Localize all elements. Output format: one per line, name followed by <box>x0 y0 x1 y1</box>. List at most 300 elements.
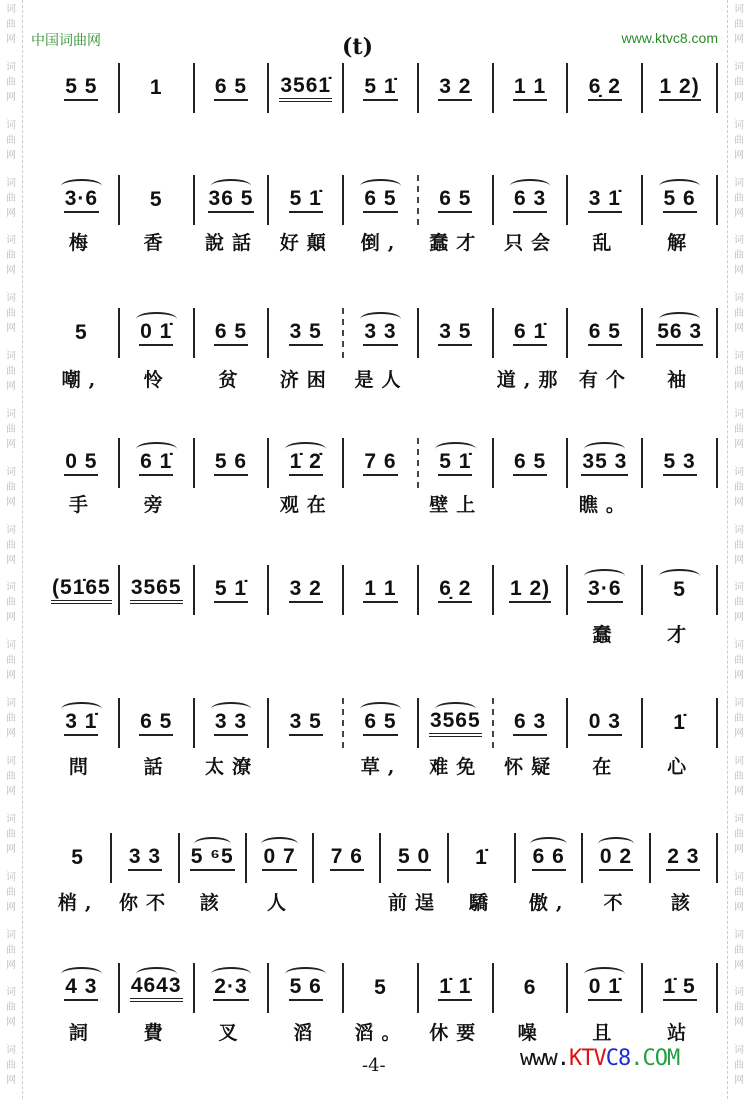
watermark-char: 词 <box>734 61 744 73</box>
notes: 35 3 <box>581 451 628 476</box>
notes: 6 5 <box>214 76 248 101</box>
watermark-char: 词 <box>6 698 16 710</box>
measure <box>643 438 718 488</box>
lyric: 話 <box>143 756 171 778</box>
watermark-char: 曲 <box>734 308 744 320</box>
notes: 5 ⁶5 <box>190 846 235 871</box>
lyric <box>195 620 270 650</box>
watermark-char: 曲 <box>6 828 16 840</box>
measure <box>314 833 381 883</box>
measure <box>568 175 643 225</box>
staff-row <box>45 438 718 488</box>
logo-part: .COM <box>630 1046 680 1071</box>
lyric: 你不 <box>118 892 173 914</box>
watermark-char: 曲 <box>6 944 16 956</box>
lyric: 叉 <box>218 1022 246 1044</box>
notes: 5 <box>374 975 387 999</box>
lyric: 怜 <box>143 369 171 391</box>
measure <box>344 308 419 358</box>
lyric: 乱 <box>592 232 620 254</box>
notes: 5 1̇ <box>214 578 248 603</box>
watermark-char: 曲 <box>6 19 16 30</box>
measure <box>344 438 419 488</box>
watermark-group <box>6 116 16 174</box>
measure <box>651 833 718 883</box>
watermark-char: 词 <box>734 640 744 652</box>
measure <box>449 833 516 883</box>
measure <box>419 175 494 225</box>
lyric: 蠢 <box>592 624 620 646</box>
slur-mark <box>360 179 401 193</box>
watermark-char: 词 <box>734 351 744 363</box>
measure <box>419 438 494 488</box>
logo-part: KTV <box>568 1046 606 1071</box>
watermark-char: 曲 <box>734 76 744 88</box>
measure <box>419 698 494 748</box>
watermark-char: 网 <box>734 265 744 277</box>
watermark-char: 网 <box>734 1017 744 1029</box>
lyrics-row <box>45 228 718 258</box>
watermark-group <box>734 636 744 694</box>
watermark-char: 词 <box>6 466 16 478</box>
staff-row <box>45 698 718 748</box>
lyric: 問 <box>68 756 96 778</box>
notes: 1 1 <box>363 578 397 603</box>
lyric: 袖 <box>667 369 695 391</box>
measure <box>269 438 344 488</box>
measure <box>568 308 643 358</box>
notes: 5 0 <box>397 846 431 871</box>
lyric: 贫 <box>218 369 246 391</box>
staff-row <box>45 833 718 883</box>
watermark-group <box>6 231 16 289</box>
watermark-char: 网 <box>6 149 16 161</box>
lyric: 站 <box>667 1022 695 1044</box>
watermark-char: 网 <box>734 959 744 971</box>
lyric <box>45 620 120 650</box>
watermark-char: 曲 <box>6 250 16 262</box>
watermark-char: 曲 <box>6 539 16 551</box>
watermark-char: 网 <box>6 843 16 855</box>
notes: 5 1̇ <box>363 76 397 101</box>
lyric: 难免 <box>429 756 484 778</box>
measure <box>45 833 112 883</box>
watermark-char: 网 <box>734 901 744 913</box>
lyric <box>643 490 718 520</box>
staff-row <box>45 963 718 1013</box>
lyric: 是人 <box>354 369 409 391</box>
watermark-char: 网 <box>734 438 744 450</box>
measure <box>45 175 120 225</box>
watermark-group <box>6 926 16 984</box>
watermark-char: 网 <box>734 149 744 161</box>
notes: 3 3 <box>363 321 397 346</box>
watermark-char: 曲 <box>6 886 16 898</box>
watermark-group <box>734 810 744 868</box>
lyric: 噪 <box>517 1022 545 1044</box>
ktvc8-logo <box>520 1046 679 1071</box>
watermark-char: 网 <box>6 34 16 45</box>
watermark-char: 词 <box>6 1045 16 1057</box>
watermark-group <box>6 0 16 58</box>
notes: 1 1 <box>513 76 547 101</box>
measure <box>643 698 718 748</box>
watermark-group <box>6 694 16 752</box>
watermark-char: 曲 <box>734 1002 744 1014</box>
notes: 1̇ <box>475 845 488 869</box>
watermark-group <box>6 868 16 926</box>
notes: 5 <box>149 187 163 211</box>
lyric: 怀疑 <box>504 756 559 778</box>
lyric <box>494 490 569 520</box>
lyrics-row <box>45 620 718 650</box>
lyrics-row <box>45 888 718 918</box>
watermark-char: 词 <box>6 813 16 825</box>
lyric: 不 <box>603 892 631 914</box>
lyric <box>314 888 381 918</box>
measure <box>494 963 569 1013</box>
watermark-char: 网 <box>6 381 16 393</box>
lyric: 滔。 <box>354 1022 409 1044</box>
slur-mark <box>136 967 177 981</box>
watermark-char: 网 <box>6 496 16 508</box>
watermark-char: 曲 <box>734 713 744 725</box>
lyric: 解 <box>667 232 695 254</box>
watermark-char: 网 <box>6 785 16 797</box>
watermark-char: 词 <box>734 1045 744 1057</box>
watermark-char: 网 <box>6 901 16 913</box>
site-name[interactable]: 中国词曲网 <box>31 32 101 48</box>
slur-mark <box>285 442 326 456</box>
notes: 6̣ 2 <box>438 578 472 603</box>
measure <box>120 175 195 225</box>
watermark-char: 网 <box>6 728 16 740</box>
lyric: 梅 <box>68 232 96 254</box>
watermark-char: 网 <box>734 612 744 624</box>
notes: 5 <box>71 845 84 869</box>
watermark-char: 词 <box>6 408 16 420</box>
notes: 3 2 <box>438 76 472 101</box>
watermark-char: 词 <box>6 987 16 999</box>
lyric: 好顛 <box>279 232 334 254</box>
notes: 6 5 <box>214 321 248 346</box>
measure <box>120 308 195 358</box>
watermark-char: 词 <box>734 4 744 15</box>
notes: 6 5 <box>139 711 173 736</box>
watermark-char: 词 <box>734 408 744 420</box>
notes: 3·6 <box>64 188 99 213</box>
watermark-char: 网 <box>734 496 744 508</box>
lyrics-row <box>45 1018 718 1048</box>
watermark-column-right <box>727 0 750 1099</box>
watermark-char: 曲 <box>6 770 16 782</box>
lyric: 瞧。 <box>578 494 633 516</box>
lyric: 济困 <box>279 369 334 391</box>
watermark-char: 词 <box>734 119 744 131</box>
measure <box>195 175 270 225</box>
watermark-char: 曲 <box>734 19 744 30</box>
measure <box>381 833 448 883</box>
measure <box>344 698 419 748</box>
slur-mark <box>584 569 625 583</box>
measure <box>494 698 569 748</box>
lyric <box>120 620 195 650</box>
notes: 6 6 <box>532 846 566 871</box>
notes: 6̣ 2 <box>588 76 622 101</box>
measure <box>568 698 643 748</box>
measure <box>112 833 179 883</box>
notes: 6 3 <box>513 188 547 213</box>
watermark-char: 曲 <box>6 308 16 320</box>
lyric: 梢, <box>57 892 100 914</box>
section-mark: (t) <box>342 34 373 60</box>
notes: 3 3 <box>128 846 162 871</box>
measure <box>516 833 583 883</box>
notes: 5 6 <box>289 976 323 1001</box>
lyric: 旁 <box>143 494 171 516</box>
watermark-group <box>734 58 744 116</box>
watermark-char: 网 <box>6 612 16 624</box>
watermark-group <box>6 578 16 636</box>
watermark-char: 词 <box>734 524 744 536</box>
notes: 0 1̇ <box>139 321 173 346</box>
slur-mark <box>194 837 231 851</box>
notes: 0 5 <box>64 451 98 476</box>
lyric <box>419 620 494 650</box>
watermark-char: 曲 <box>734 828 744 840</box>
watermark-column-left <box>0 0 23 1099</box>
watermark-char: 词 <box>6 293 16 305</box>
notes: 0 2 <box>599 846 633 871</box>
slur-mark <box>510 179 551 193</box>
lyric: 該 <box>199 892 227 914</box>
watermark-char: 网 <box>734 323 744 335</box>
watermark-group <box>734 116 744 174</box>
watermark-char: 词 <box>734 177 744 189</box>
notes: 3561̇ <box>279 75 332 102</box>
slur-mark <box>211 702 252 716</box>
logo-part: www. <box>520 1046 569 1071</box>
measure <box>120 963 195 1013</box>
measure <box>494 63 569 113</box>
lyric: 有个 <box>578 369 633 391</box>
watermark-char: 网 <box>6 1075 16 1087</box>
watermark-char: 词 <box>6 640 16 652</box>
watermark-group <box>734 174 744 232</box>
watermark-group <box>6 174 16 232</box>
notes: 36 5 <box>208 188 255 213</box>
watermark-group <box>734 578 744 636</box>
measure <box>269 565 344 615</box>
slur-mark <box>61 702 102 716</box>
watermark-char: 曲 <box>6 76 16 88</box>
lyric: 休要 <box>429 1022 484 1044</box>
lyric: 費 <box>143 1022 171 1044</box>
page-number: -4- <box>362 1055 386 1076</box>
slur-mark <box>360 312 401 326</box>
watermark-char: 词 <box>6 177 16 189</box>
watermark-char: 网 <box>6 959 16 971</box>
notes: 6 5 <box>363 711 397 736</box>
measure <box>45 698 120 748</box>
measure <box>247 833 314 883</box>
watermark-group <box>734 752 744 810</box>
slur-mark <box>136 312 177 326</box>
notes: 3 3 <box>214 711 248 736</box>
notes: 3 1̇ <box>588 188 622 213</box>
notes: 7 6 <box>330 846 364 871</box>
notes: 5 1̇ <box>438 451 472 476</box>
watermark-char: 网 <box>734 381 744 393</box>
notes: 5 <box>673 577 686 601</box>
lyric: 手 <box>68 494 96 516</box>
notes: 2·3 <box>213 976 248 1001</box>
watermark-group <box>734 0 744 58</box>
watermark-char: 网 <box>6 323 16 335</box>
notes: 5 1̇ <box>289 188 323 213</box>
lyrics-row <box>45 490 718 520</box>
notes: 3 5 <box>438 321 472 346</box>
watermark-char: 网 <box>734 207 744 219</box>
notes: 0 1̇ <box>588 976 622 1001</box>
measure <box>195 565 270 615</box>
watermark-char: 词 <box>6 235 16 247</box>
notes: 3565 <box>429 710 482 737</box>
notes: 3·6 <box>587 578 622 603</box>
notes: 5 6 <box>214 451 248 476</box>
watermark-char: 网 <box>734 34 744 45</box>
notes: 6 1̇ <box>139 451 173 476</box>
measure <box>269 308 344 358</box>
measure <box>45 438 120 488</box>
watermark-char: 词 <box>734 813 744 825</box>
watermark-char: 曲 <box>6 597 16 609</box>
lyric: 道,那 <box>496 369 566 391</box>
measure <box>643 175 718 225</box>
watermark-char: 曲 <box>6 481 16 493</box>
lyric: 滔 <box>293 1022 321 1044</box>
watermark-char: 词 <box>734 293 744 305</box>
staff-row <box>45 63 718 113</box>
watermark-char: 网 <box>6 670 16 682</box>
watermark-char: 曲 <box>734 886 744 898</box>
lyric <box>269 620 344 650</box>
notes: 5 6 <box>663 188 697 213</box>
watermark-char: 网 <box>734 670 744 682</box>
watermark-group <box>6 1041 16 1099</box>
watermark-char: 网 <box>734 1075 744 1087</box>
watermark-char: 曲 <box>734 250 744 262</box>
watermark-char: 词 <box>6 351 16 363</box>
measure <box>344 175 419 225</box>
watermark-char: 曲 <box>6 134 16 146</box>
lyrics-row <box>45 365 718 395</box>
lyric: 在 <box>592 756 620 778</box>
watermark-char: 曲 <box>734 1060 744 1072</box>
slur-mark <box>61 179 102 193</box>
lyric <box>494 620 569 650</box>
watermark-char: 词 <box>734 987 744 999</box>
notes: 1 2) <box>509 578 551 603</box>
lyric: 观在 <box>279 494 334 516</box>
logo-part: C8 <box>605 1046 631 1071</box>
measure <box>568 438 643 488</box>
notes: 6 5 <box>588 321 622 346</box>
watermark-group <box>734 983 744 1041</box>
measure <box>269 63 344 113</box>
measure <box>45 63 120 113</box>
measure <box>643 308 718 358</box>
notes: 0 3 <box>588 711 622 736</box>
slur-mark <box>584 967 625 981</box>
measure <box>120 698 195 748</box>
watermark-char: 网 <box>734 728 744 740</box>
measure <box>568 63 643 113</box>
measure <box>195 63 270 113</box>
measure <box>195 698 270 748</box>
slur-mark <box>136 442 177 456</box>
measure <box>419 308 494 358</box>
measure <box>494 438 569 488</box>
notes: 1̇ 2̇ <box>289 451 323 476</box>
lyric: 說話 <box>204 232 259 254</box>
lyric: 前逞 <box>388 892 443 914</box>
slur-mark <box>584 442 625 456</box>
watermark-char: 曲 <box>734 481 744 493</box>
notes: 1 2) <box>659 76 701 101</box>
measure <box>419 63 494 113</box>
site-url[interactable]: www.ktvc8.com <box>621 30 718 46</box>
lyric: 只会 <box>504 232 559 254</box>
lyric: 人 <box>267 892 295 914</box>
measure <box>195 963 270 1013</box>
lyric: 嘲, <box>61 369 104 391</box>
measure <box>494 565 569 615</box>
watermark-group <box>734 405 744 463</box>
watermark-char: 词 <box>6 119 16 131</box>
watermark-group <box>734 521 744 579</box>
slur-mark <box>435 442 476 456</box>
watermark-char: 网 <box>734 554 744 566</box>
watermark-group <box>6 463 16 521</box>
measure <box>45 308 120 358</box>
notes: 6 5 <box>513 451 547 476</box>
watermark-group <box>6 752 16 810</box>
lyric: 壁上 <box>429 494 484 516</box>
watermark-char: 曲 <box>734 134 744 146</box>
measure <box>643 565 718 615</box>
watermark-group <box>6 521 16 579</box>
slur-mark <box>211 967 252 981</box>
watermark-group <box>6 405 16 463</box>
watermark-group <box>6 636 16 694</box>
watermark-char: 曲 <box>6 1060 16 1072</box>
watermark-group <box>6 983 16 1041</box>
measure <box>643 963 718 1013</box>
notes: 6 5 <box>438 188 472 213</box>
measure <box>494 308 569 358</box>
measure <box>120 565 195 615</box>
watermark-char: 曲 <box>6 713 16 725</box>
notes: 5 5 <box>64 76 98 101</box>
slur-mark <box>435 702 476 716</box>
lyric: 倒, <box>360 232 403 254</box>
measure <box>344 565 419 615</box>
watermark-char: 网 <box>6 1017 16 1029</box>
measure <box>180 833 247 883</box>
watermark-char: 曲 <box>734 192 744 204</box>
measure <box>269 963 344 1013</box>
